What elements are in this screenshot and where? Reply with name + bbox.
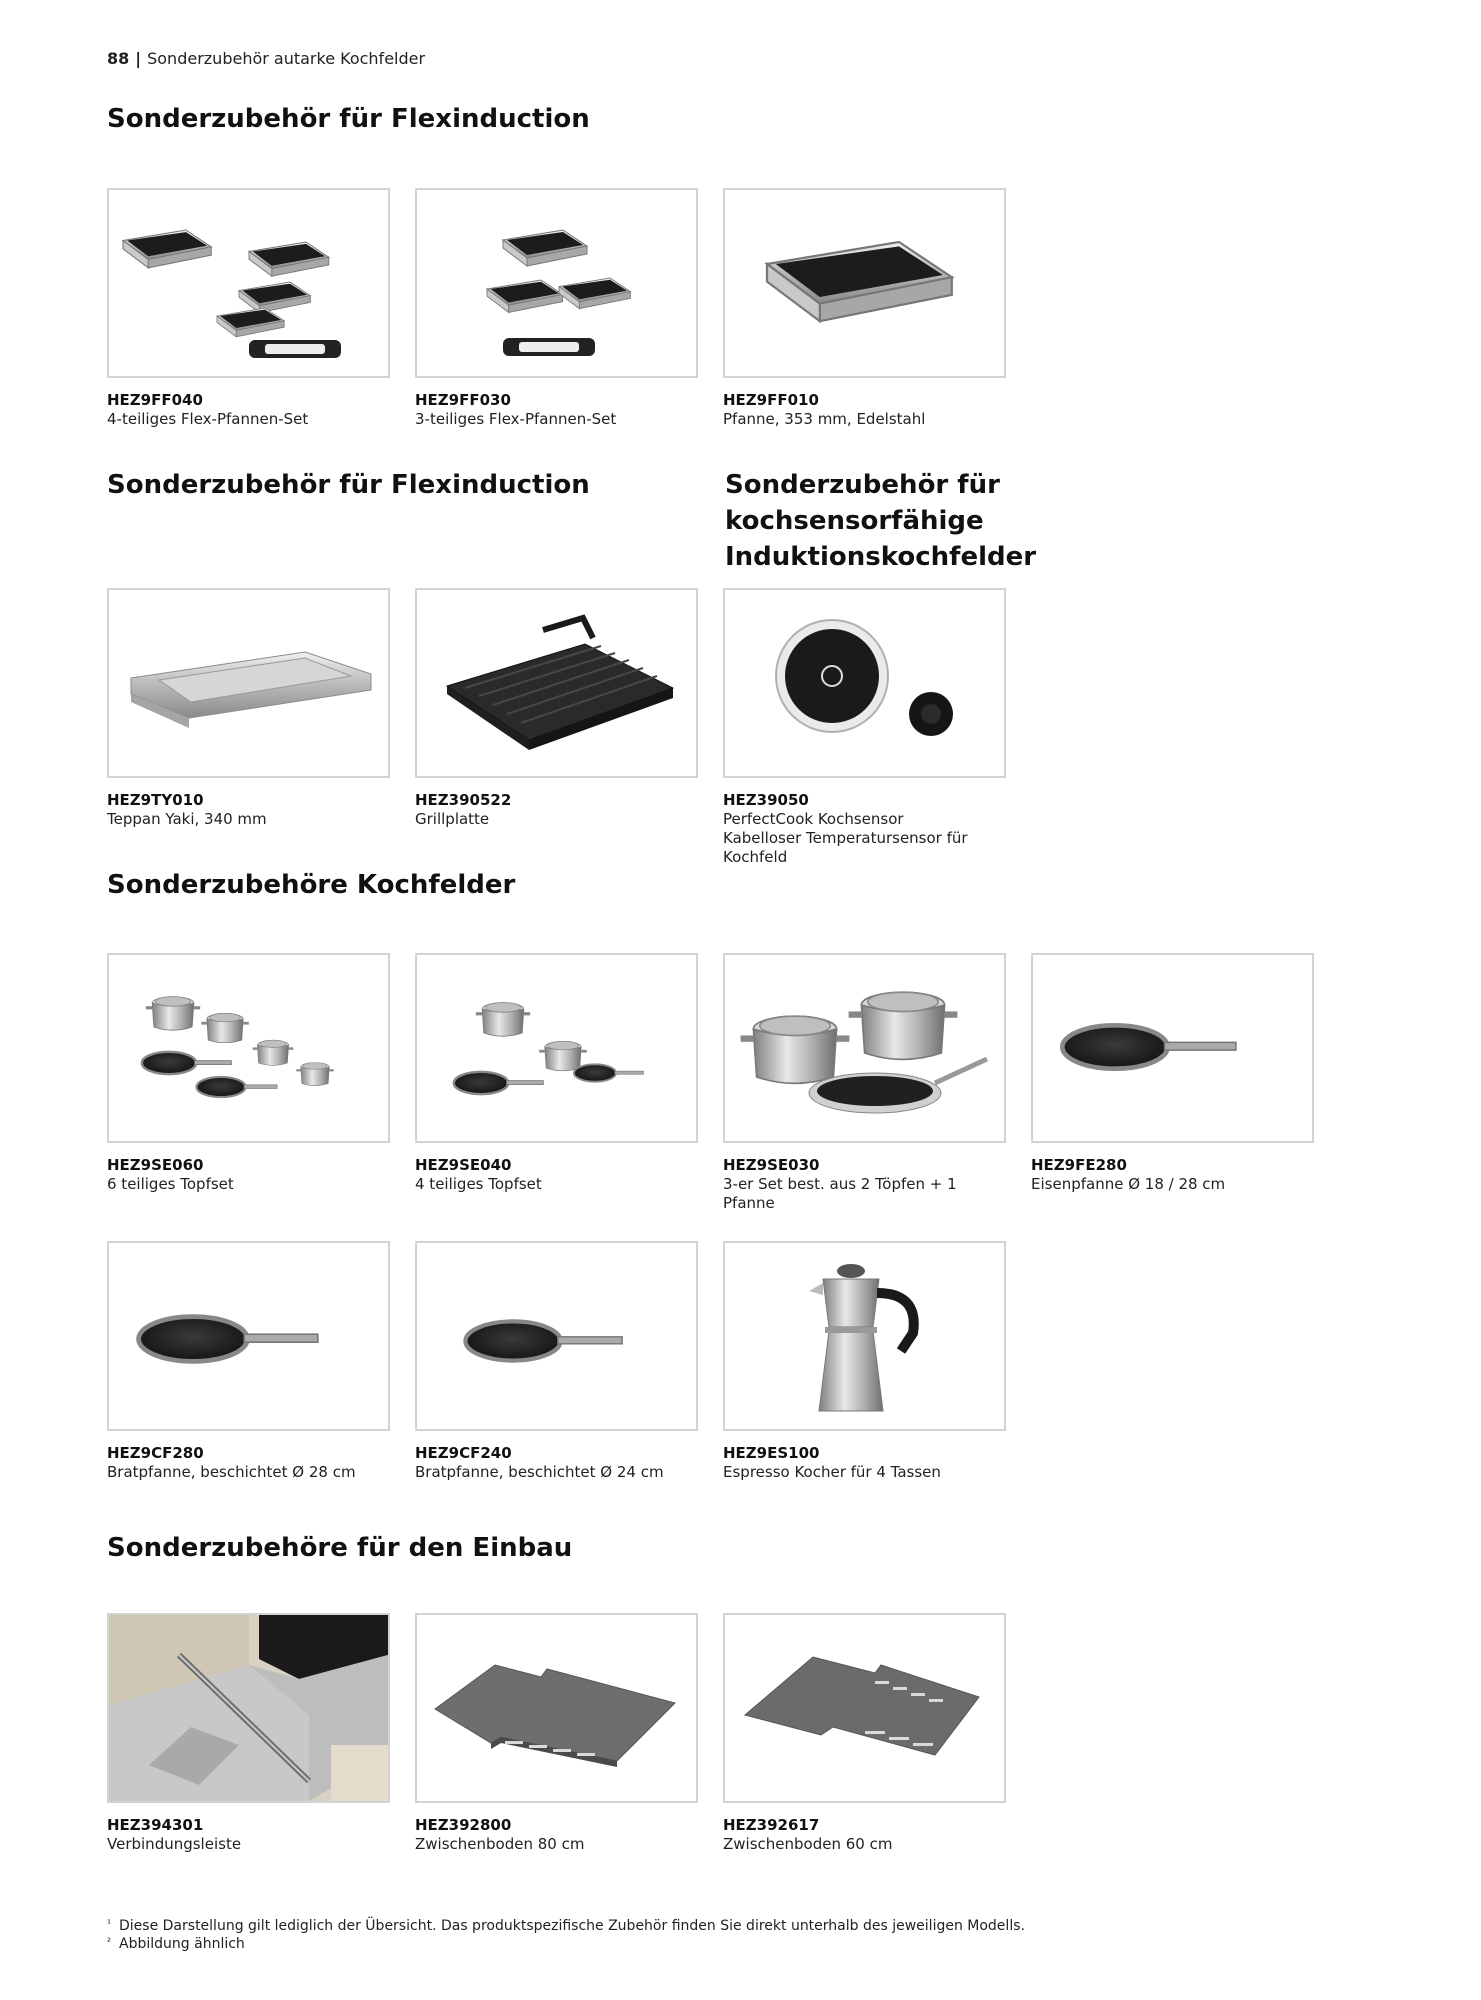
- product-description: PerfectCook Kochsensor: [723, 810, 904, 828]
- teppan-yaki-icon: [109, 590, 388, 776]
- product-code: HEZ9TY010: [107, 791, 204, 809]
- product-card[interactable]: [107, 953, 390, 1194]
- product-image-frame: [723, 188, 1006, 378]
- grill-plate-icon: [417, 590, 696, 776]
- product-description: 4 teiliges Topfset: [415, 1175, 542, 1193]
- pan-set-4-icon: [109, 190, 388, 376]
- product-description: 3-teiliges Flex-Pfannen-Set: [415, 410, 617, 428]
- product-image-frame: [415, 1241, 698, 1431]
- product-description-2: Kabelloser Temperatursensor für Kochfeld: [723, 829, 968, 866]
- product-description: Bratpfanne, beschichtet Ø 28 cm: [107, 1463, 356, 1481]
- page-header: [107, 49, 425, 68]
- product-code: HEZ9FE280: [1031, 1156, 1127, 1174]
- product-image-frame: [107, 1613, 390, 1803]
- product-card[interactable]: [107, 1241, 390, 1482]
- product-description: Grillplatte: [415, 810, 490, 828]
- product-image-frame: [415, 1613, 698, 1803]
- section-title-einbau: Sonderzubehöre für den Einbau: [107, 1533, 573, 1563]
- footnote: [107, 1936, 245, 1952]
- cooking-sensor-icon: [725, 590, 1004, 776]
- footnote-mark: ¹: [107, 1919, 112, 1930]
- connecting-strip-icon: [109, 1615, 388, 1801]
- product-description: Zwischenboden 60 cm: [723, 1835, 893, 1853]
- product-card[interactable]: [107, 588, 390, 829]
- page-number: 88: [107, 49, 130, 68]
- product-image-frame: [1031, 953, 1314, 1143]
- product-card[interactable]: [723, 1613, 1006, 1854]
- section-title-flexinduction: Sonderzubehör für Flexinduction: [107, 104, 590, 134]
- section-title-kochfelder: Sonderzubehöre Kochfelder: [107, 870, 516, 900]
- intermediate-floor-60-icon: [725, 1615, 1004, 1801]
- product-card[interactable]: [107, 188, 390, 429]
- product-card[interactable]: [415, 1241, 698, 1482]
- product-code: HEZ9SE040: [415, 1156, 512, 1174]
- product-image-frame: [723, 1241, 1006, 1431]
- product-image-frame: [415, 188, 698, 378]
- product-image-frame: [107, 188, 390, 378]
- product-card[interactable]: [723, 188, 1006, 429]
- product-code: HEZ9CF240: [415, 1444, 512, 1462]
- header-separator: |: [135, 49, 142, 68]
- product-code: HEZ9CF280: [107, 1444, 204, 1462]
- product-image-frame: [723, 588, 1006, 778]
- product-code: HEZ9FF040: [107, 391, 203, 409]
- product-code: HEZ9FF030: [415, 391, 511, 409]
- product-image-frame: [107, 953, 390, 1143]
- pot-set-3-icon: [725, 955, 1004, 1141]
- footnote-text: Diese Darstellung gilt lediglich der Übersicht. Das produktspezifische Zubehör finden Sie direkt unterhalb des jeweiligen Modells.: [119, 1918, 1025, 1934]
- section-title-flexinduction-2: Sonderzubehör für Flexinduction: [107, 470, 590, 500]
- footnote-mark: ²: [107, 1937, 112, 1948]
- frying-pan-28-icon: [109, 1243, 388, 1429]
- product-description: Espresso Kocher für 4 Tassen: [723, 1463, 941, 1481]
- product-code: HEZ9ES100: [723, 1444, 820, 1462]
- product-card[interactable]: [723, 588, 1006, 867]
- iron-pan-icon: [1033, 955, 1312, 1141]
- product-code: HEZ9SE030: [723, 1156, 820, 1174]
- product-image-frame: [415, 953, 698, 1143]
- footnote-text: Abbildung ähnlich: [119, 1936, 245, 1952]
- pot-set-6-icon: [109, 955, 388, 1141]
- product-code: HEZ39050: [723, 791, 809, 809]
- section-title-kochsensor: Sonderzubehör für kochsensorfähige Induktionskochfelder: [725, 470, 1037, 572]
- product-image-frame: [107, 1241, 390, 1431]
- product-card[interactable]: [415, 588, 698, 829]
- product-image-frame: [723, 1613, 1006, 1803]
- product-code: HEZ390522: [415, 791, 512, 809]
- espresso-maker-icon: [725, 1243, 1004, 1429]
- product-description: Pfanne, 353 mm, Edelstahl: [723, 410, 926, 428]
- product-image-frame: [415, 588, 698, 778]
- product-card[interactable]: [107, 1613, 390, 1854]
- product-code: HEZ392800: [415, 1816, 512, 1834]
- product-description: Bratpfanne, beschichtet Ø 24 cm: [415, 1463, 664, 1481]
- product-card[interactable]: [1031, 953, 1314, 1194]
- product-code: HEZ9FF010: [723, 391, 819, 409]
- product-description: 3-er Set best. aus 2 Töpfen + 1 Pfanne: [723, 1175, 957, 1212]
- product-code: HEZ392617: [723, 1816, 820, 1834]
- product-card[interactable]: [723, 1241, 1006, 1482]
- product-description: 6 teiliges Topfset: [107, 1175, 234, 1193]
- product-card[interactable]: [415, 188, 698, 429]
- product-description: Teppan Yaki, 340 mm: [107, 810, 267, 828]
- product-code: HEZ394301: [107, 1816, 204, 1834]
- roasting-pan-icon: [725, 190, 1004, 376]
- pot-set-4-icon: [417, 955, 696, 1141]
- intermediate-floor-80-icon: [417, 1615, 696, 1801]
- product-code: HEZ9SE060: [107, 1156, 204, 1174]
- product-card[interactable]: [415, 1613, 698, 1854]
- footnote: [107, 1918, 1025, 1934]
- product-card[interactable]: [723, 953, 1006, 1213]
- product-description: Zwischenboden 80 cm: [415, 1835, 585, 1853]
- product-card[interactable]: [415, 953, 698, 1194]
- product-description: Verbindungsleiste: [107, 1835, 242, 1853]
- frying-pan-24-icon: [417, 1243, 696, 1429]
- pan-set-3-icon: [417, 190, 696, 376]
- header-title: Sonderzubehör autarke Kochfelder: [147, 49, 426, 68]
- product-image-frame: [107, 588, 390, 778]
- product-description: Eisenpfanne Ø 18 / 28 cm: [1031, 1175, 1226, 1193]
- product-image-frame: [723, 953, 1006, 1143]
- product-description: 4-teiliges Flex-Pfannen-Set: [107, 410, 309, 428]
